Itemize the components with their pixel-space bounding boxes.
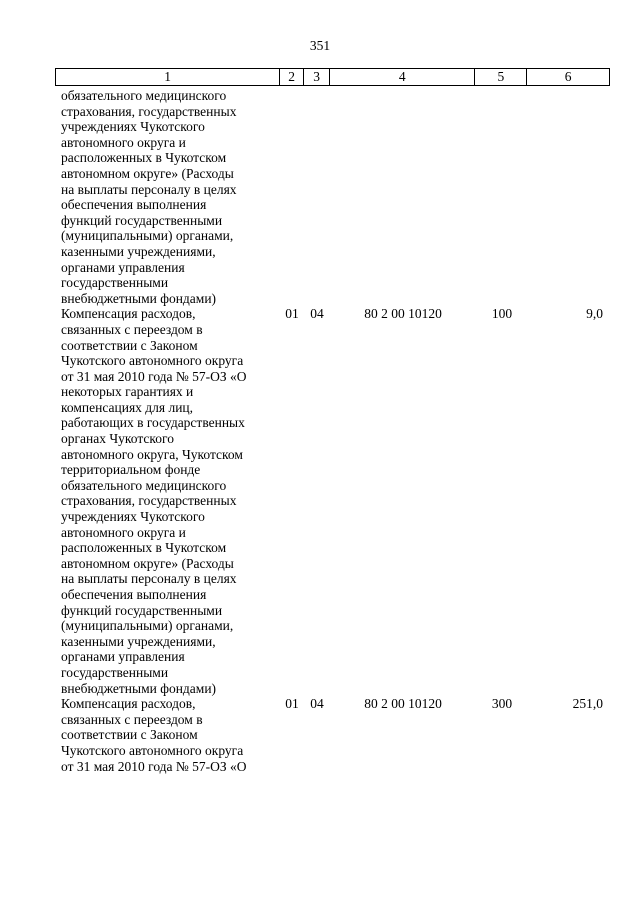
cell-section: 01	[285, 696, 299, 712]
cell-description	[55, 88, 280, 306]
cell-subsection	[304, 88, 330, 306]
cell-subsection: 04	[310, 306, 324, 322]
cell-expense-type: 100	[491, 306, 513, 322]
column-header-2: 2	[280, 69, 304, 85]
column-header-4: 4	[330, 69, 475, 85]
description-line: Чукотского автономного округа	[61, 353, 244, 369]
column-header-6: 6	[564, 69, 572, 84]
description-line: государственными	[61, 275, 169, 291]
cell-target-article: 80 2 00 10120	[364, 696, 442, 712]
page-number: 351	[309, 38, 331, 53]
description-line: государственными	[61, 664, 169, 680]
description-line: автономного округа, Чукотском	[61, 446, 243, 462]
table-body	[55, 88, 610, 774]
description-line: функций государственными	[61, 602, 223, 618]
description-line: страхования, государственных	[61, 493, 237, 509]
description-line: связанных с переездом в	[61, 711, 203, 727]
description-line: (муниципальными) органами,	[61, 618, 234, 634]
cell-amount	[528, 88, 610, 306]
description-line: автономном округе» (Расходы	[61, 555, 234, 571]
column-header-1: 1	[56, 69, 280, 85]
cell-expense-type	[476, 88, 528, 306]
column-header-3: 3	[304, 69, 330, 85]
description-line: функций государственными	[61, 212, 223, 228]
cell-description	[55, 306, 280, 696]
cell-subsection: 04	[310, 696, 324, 712]
description-line: на выплаты персоналу в целях	[61, 181, 237, 197]
description-line: внебюджетными фондами)	[61, 290, 217, 306]
cell-amount: 9,0	[586, 306, 603, 322]
column-header-5: 5	[475, 69, 527, 85]
description-line: учреждениях Чукотского	[61, 119, 205, 135]
cell-expense-type: 300	[491, 696, 513, 712]
description-line: расположенных в Чукотском	[61, 150, 227, 166]
description-line: автономного округа и	[61, 134, 186, 150]
description-line: внебюджетными фондами)	[61, 680, 217, 696]
description-line: компенсациях для лиц,	[61, 399, 194, 415]
description-line: органах Чукотского	[61, 431, 174, 447]
cell-amount: 251,0	[572, 696, 603, 712]
description-line: на выплаты персоналу в целях	[61, 571, 237, 587]
description-line: учреждениях Чукотского	[61, 509, 205, 525]
description-line: (муниципальными) органами,	[61, 228, 234, 244]
description-line: казенными учреждениями,	[61, 243, 216, 259]
description-line: автономного округа и	[61, 524, 186, 540]
description-line: обеспечения выполнения	[61, 587, 207, 602]
description-line: Компенсация расходов,	[61, 696, 196, 712]
description-line: казенными учреждениями,	[61, 633, 216, 649]
cell-section	[280, 88, 304, 306]
cell-target-article: 80 2 00 10120	[364, 306, 442, 322]
table-row	[55, 306, 610, 696]
description-line: соответствии с Законом	[61, 727, 198, 743]
description-line: некоторых гарантиях и	[61, 384, 194, 400]
description-line: от 31 мая 2010 года № 57-ОЗ «О	[61, 758, 247, 774]
description-line: органами управления	[61, 649, 185, 665]
description-line: связанных с переездом в	[61, 321, 203, 337]
table-row	[55, 696, 610, 774]
table-header	[55, 68, 610, 86]
description-line: соответствии с Законом	[61, 337, 198, 353]
table-row	[55, 88, 610, 306]
cell-section: 01	[285, 306, 299, 322]
cell-description	[55, 696, 280, 774]
description-line: от 31 мая 2010 года № 57-ОЗ «О	[61, 368, 247, 384]
description-line: обязательного медицинского	[61, 477, 227, 493]
description-line: органами управления	[61, 259, 185, 275]
description-line: страхования, государственных	[61, 103, 237, 119]
description-line: работающих в государственных	[61, 415, 245, 431]
description-line: обеспечения выполнения	[61, 197, 207, 213]
description-line: Компенсация расходов,	[61, 306, 196, 322]
description-line: автономном округе» (Расходы	[61, 165, 234, 181]
description-line: территориальном фонде	[61, 462, 201, 478]
description-line: расположенных в Чукотском	[61, 540, 227, 556]
cell-target-article	[330, 88, 476, 306]
description-line: Чукотского автономного округа	[61, 742, 244, 758]
description-line: обязательного медицинского	[61, 88, 227, 103]
